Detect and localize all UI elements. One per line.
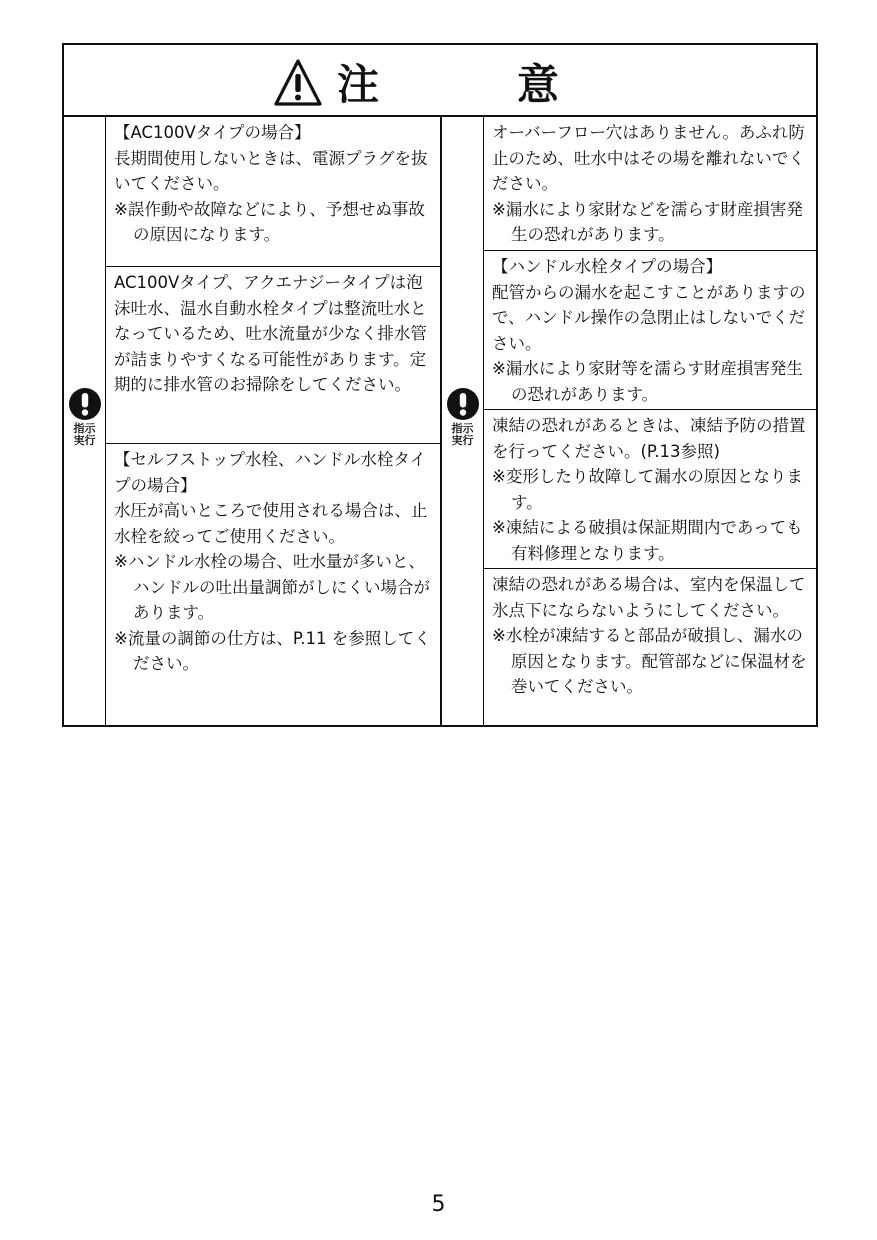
cell-note: ※誤作動や故障などにより、予想せぬ事故の原因になります。 [114, 199, 425, 244]
cell-text: 水圧が高いところで使用される場合は、止水栓を絞ってご使用ください。 [114, 501, 428, 546]
instruction-label: 指示 実行 [73, 422, 96, 447]
caution-title: 注 意 [336, 60, 607, 109]
cell-text: 配管からの漏水を起こすことがありますので、ハンドル操作の急閉止はしないでください。 [492, 282, 806, 353]
left-cell-3 [106, 444, 440, 724]
right-cell-1 [484, 117, 818, 250]
cell-text: 【AC100Vタイプの場合】 [114, 123, 311, 142]
mandatory-instruction-mark [442, 387, 483, 447]
right-icon-column [440, 117, 484, 725]
right-cell-2 [484, 251, 818, 409]
page-number: 5 [431, 1192, 446, 1217]
right-cell-4 [484, 569, 818, 725]
cell-note: ※変形したり故障して漏水の原因となります。 [492, 467, 803, 512]
exclamation-circle-icon [68, 387, 102, 421]
cell-note: ※水栓が凍結すると部品が破損し、漏水の原因となります。配管部などに保温材を巻いてください。 [492, 626, 807, 696]
right-cell-3 [484, 410, 818, 568]
cell-note: ※流量の調節の仕方は、P.11 を参照してください。 [114, 628, 431, 673]
cell-text: 長期間使用しないときは、電源プラグを抜いてください。 [114, 148, 428, 193]
cell-note: ※漏水により家財等を濡らす財産損害発生の恐れがあります。 [492, 359, 803, 404]
cell-text: 【ハンドル水栓タイプの場合】 [492, 257, 723, 276]
warning-triangle-icon [273, 58, 323, 108]
cell-text: 【セルフストップ水栓、ハンドル水栓タイプの場合】 [114, 450, 427, 495]
cell-text: 凍結の恐れがあるときは、凍結予防の措置を行ってください。(P.13参照) [492, 416, 806, 461]
cell-note: ※凍結による破損は保証期間内であっても有料修理となります。 [492, 518, 803, 563]
exclamation-circle-icon [446, 387, 480, 421]
cell-note: ※ハンドル水栓の場合、吐水量が多いと、ハンドルの吐出量調節がしにくい場合があります。 [114, 552, 430, 622]
cell-note: ※漏水により家財などを濡らす財産損害発生の恐れがあります。 [492, 199, 803, 244]
caution-header [64, 45, 816, 117]
left-cell-1 [106, 117, 440, 266]
caution-box [62, 43, 818, 727]
cell-text: オーバーフロー穴はありません。あふれ防止のため、吐水中はその場を離れないでください。 [492, 123, 805, 193]
left-icon-column [64, 117, 106, 725]
left-cell-2 [106, 267, 440, 442]
cell-text: AC100Vタイプ、アクエナジータイプは泡沫吐水、温水自動水栓タイプは整流吐水となっているため、吐水流量が少なく排水管が詰まりやすくなる可能性があります。定期的に排水管のお掃除をしてください。 [114, 273, 427, 394]
instruction-label: 指示 実行 [451, 422, 474, 447]
cell-text: 凍結の恐れがある場合は、室内を保温して氷点下にならないようにしてください。 [492, 575, 806, 620]
mandatory-instruction-mark [64, 387, 105, 447]
